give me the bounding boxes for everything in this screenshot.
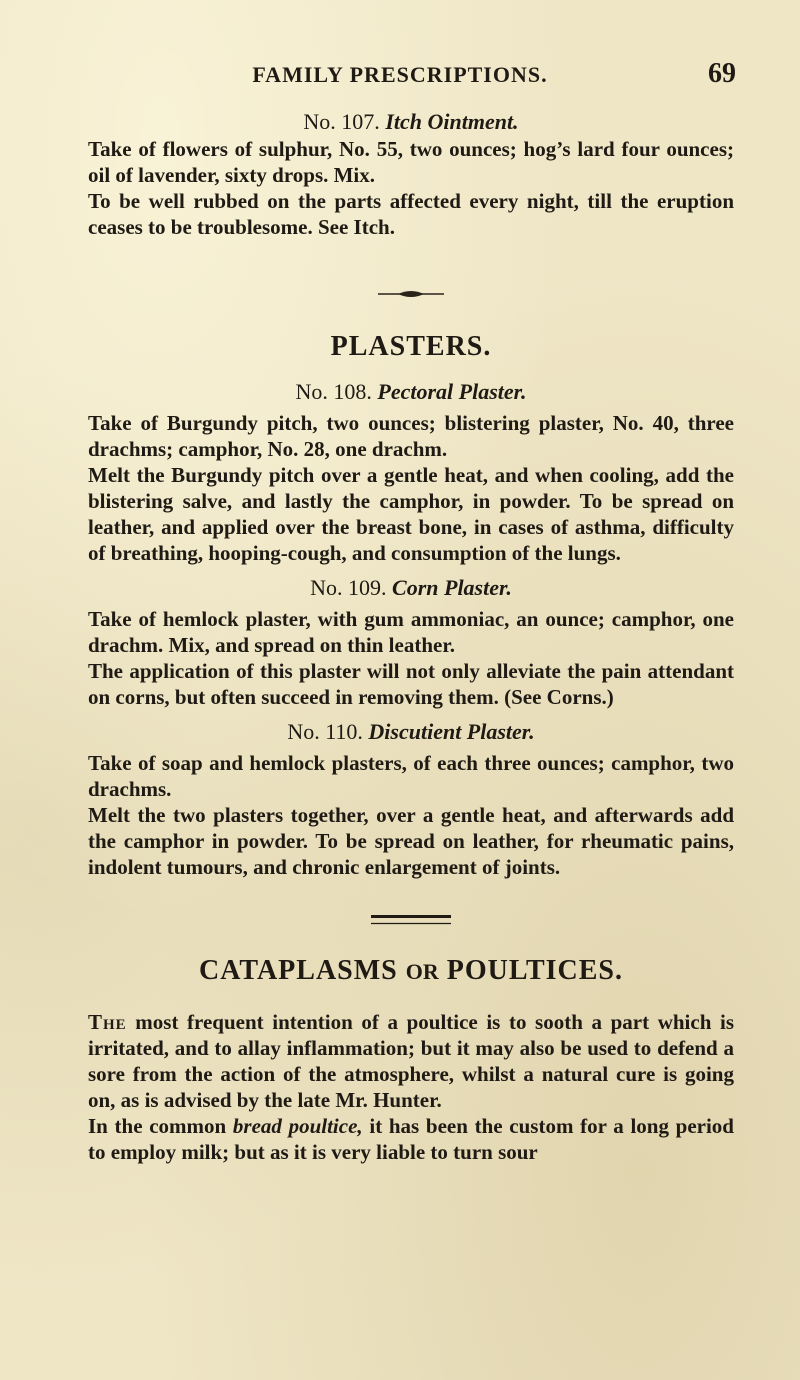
section-title-plasters: PLASTERS. (330, 331, 492, 362)
paragraph-text: In the common (88, 1114, 233, 1138)
emphasis-text: bread poultice, (232, 1114, 363, 1138)
discutient-recipe: Take of soap and hemlock plasters, of each three ounces; camphor, two drachms. (88, 751, 734, 801)
dash-ornament-icon (376, 288, 446, 300)
corn-directions: The application of this plaster will not only alleviate the pain attendant on corns, but often succeed in removing them. (See Corns.) (88, 659, 734, 709)
title-part: CATAPLASMS (198, 955, 398, 986)
item-number: No. 107. (303, 109, 380, 134)
item-number: No. 110. (287, 719, 363, 744)
bread-poultice-paragraph (88, 1113, 734, 1165)
item-title: Corn Plaster. (392, 575, 512, 600)
item-number: No. 109. (310, 575, 387, 600)
item-heading-109 (88, 574, 734, 602)
spacer (88, 880, 734, 914)
page-number: 69 (708, 58, 736, 89)
item-title: Pectoral Plaster. (377, 379, 527, 404)
spacer (88, 989, 734, 1009)
item-heading-108 (88, 378, 734, 406)
discutient-directions: Melt the two plasters together, over a gentle heat, and afterwards add the camphor in powder. To be spread on leather, for rheumatic pains, indolent tumours, and chronic enlargement of joints. (88, 803, 734, 879)
item-heading-110 (88, 718, 734, 746)
spacer (88, 240, 734, 288)
item-heading-107 (88, 108, 734, 136)
itch-directions: To be well rubbed on the parts affected every night, till the eruption ceases to be troublesome. See Itch. (88, 189, 734, 239)
pectoral-recipe: Take of Burgundy pitch, two ounces; blistering plaster, No. 40, three drachms; camphor, No. 28, one drachm. (88, 411, 734, 461)
corn-recipe: Take of hemlock plaster, with gum ammoniac, an ounce; camphor, one drachm. Mix, and spread on thin leather. (88, 607, 734, 657)
pectoral-directions: Melt the Burgundy pitch over a gentle heat, and when cooling, add the blistering salve, and lastly the camphor, in powder. To be spread on leather, and applied over the breast bone, in cases of asthma, difficulty of breathing, hooping-cough, and consumption of the lungs. (88, 463, 734, 565)
spacer (88, 364, 734, 378)
paragraph-text: it has been the custom for a long period to employ milk; but as it is very liable to turn sour (88, 1114, 734, 1164)
double-rule-icon (370, 914, 452, 926)
title-part: POULTICES. (446, 955, 623, 986)
itch-recipe: Take of flowers of sulphur, No. 55, two ounces; hog’s lard four ounces; oil of lavender, sixty drops. Mix. (88, 137, 734, 187)
spacer (88, 710, 734, 718)
spacer (88, 300, 734, 330)
item-title: Itch Ointment. (385, 109, 519, 134)
page-header (0, 58, 800, 98)
page-body (88, 108, 734, 1165)
running-head: FAMILY PRESCRIPTIONS. (252, 62, 548, 87)
cataplasms-intro (88, 1009, 734, 1113)
title-conjunction: OR (405, 959, 439, 984)
paragraph-text: most frequent intention of a poultice is to sooth a part which is irritated, and to allay inflammation; but it may also be used to defend a sore from the action of the atmosphere, whilst a natural cure is going on, as is advised by the late Mr. Hunter. (88, 1010, 734, 1112)
section-title-cataplasms (88, 954, 734, 989)
lead-word: The (88, 1010, 127, 1034)
item-number: No. 108. (295, 379, 372, 404)
spacer (88, 926, 734, 954)
spacer (88, 566, 734, 574)
item-title: Discutient Plaster. (368, 719, 535, 744)
